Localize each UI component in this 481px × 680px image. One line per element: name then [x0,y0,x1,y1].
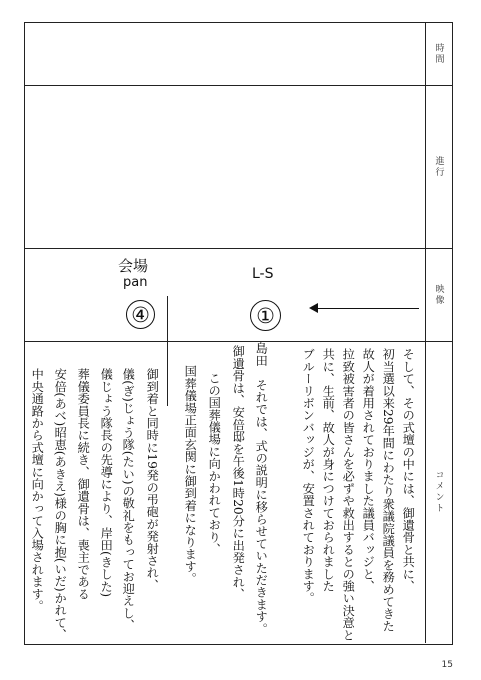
comment-line-10: 国葬儀場正面玄関に御到着になります。 [183,365,198,585]
header-video: 映像 [433,283,444,306]
divider-video-comment [25,341,452,342]
comment-line-14: 儀じょう隊長の先導により、岸田(きした) [99,368,114,598]
comment-line-1: そして、その式壇の中には、御遺骨と共に、 [401,348,416,592]
comment-line-2: 初当選以来29年間にわたり衆議院議員を務めてきた [381,348,396,632]
header-time: 時間 [433,43,444,65]
venue-label: 会場 [118,257,149,275]
comment-line-17: 中央通路から式壇に向かって入場されます。 [30,368,45,612]
arrow-left-icon [309,303,318,313]
comment-line-9: この国葬儀場に向かわれており、 [207,372,222,555]
camera-1-marker: ① [250,300,281,331]
comment-line-15: 葬儀委員長に続き、御遺骨は、喪主である [76,368,91,600]
comment-line-3: 故人が着用されておりました議員バッジと、 [361,348,376,592]
divider-time-progress [25,85,452,86]
comment-line-13: 儀(ぎ)じょう隊(たい)の敬礼をもってお迎えし、 [121,368,136,632]
comment-line-8: 御遺骨は、安倍邸を午後1時20分に出発され、 [231,345,246,601]
comment-line-16: 安倍(あべ)昭恵(あきえ)様の胸に抱(いだ)かれて、 [53,368,68,641]
comment-line-5: 共に、生前、故人が身につけておられました [321,348,336,592]
camera-4-marker: ④ [126,300,155,329]
ls-label: L-S [252,266,274,282]
pan-label: pan [123,275,148,290]
header-comment: コメント [433,470,444,514]
comment-line-7: 島田 それでは、式の説明に移らせていただきます。 [254,342,269,635]
split-line [167,296,168,406]
arrow-line [317,308,419,309]
comment-line-4: 拉致被害者の皆さんを必ずや救出するとの強い決意と [341,348,356,641]
page-number: 15 [441,660,453,670]
header-progress: 進行 [433,155,444,178]
comment-line-6: ブルーリボンバッジが、安置されております。 [301,348,316,605]
comment-line-12: 御到着と同時に19発の弔砲が発射され、 [145,368,160,591]
divider-progress-video [25,248,452,249]
